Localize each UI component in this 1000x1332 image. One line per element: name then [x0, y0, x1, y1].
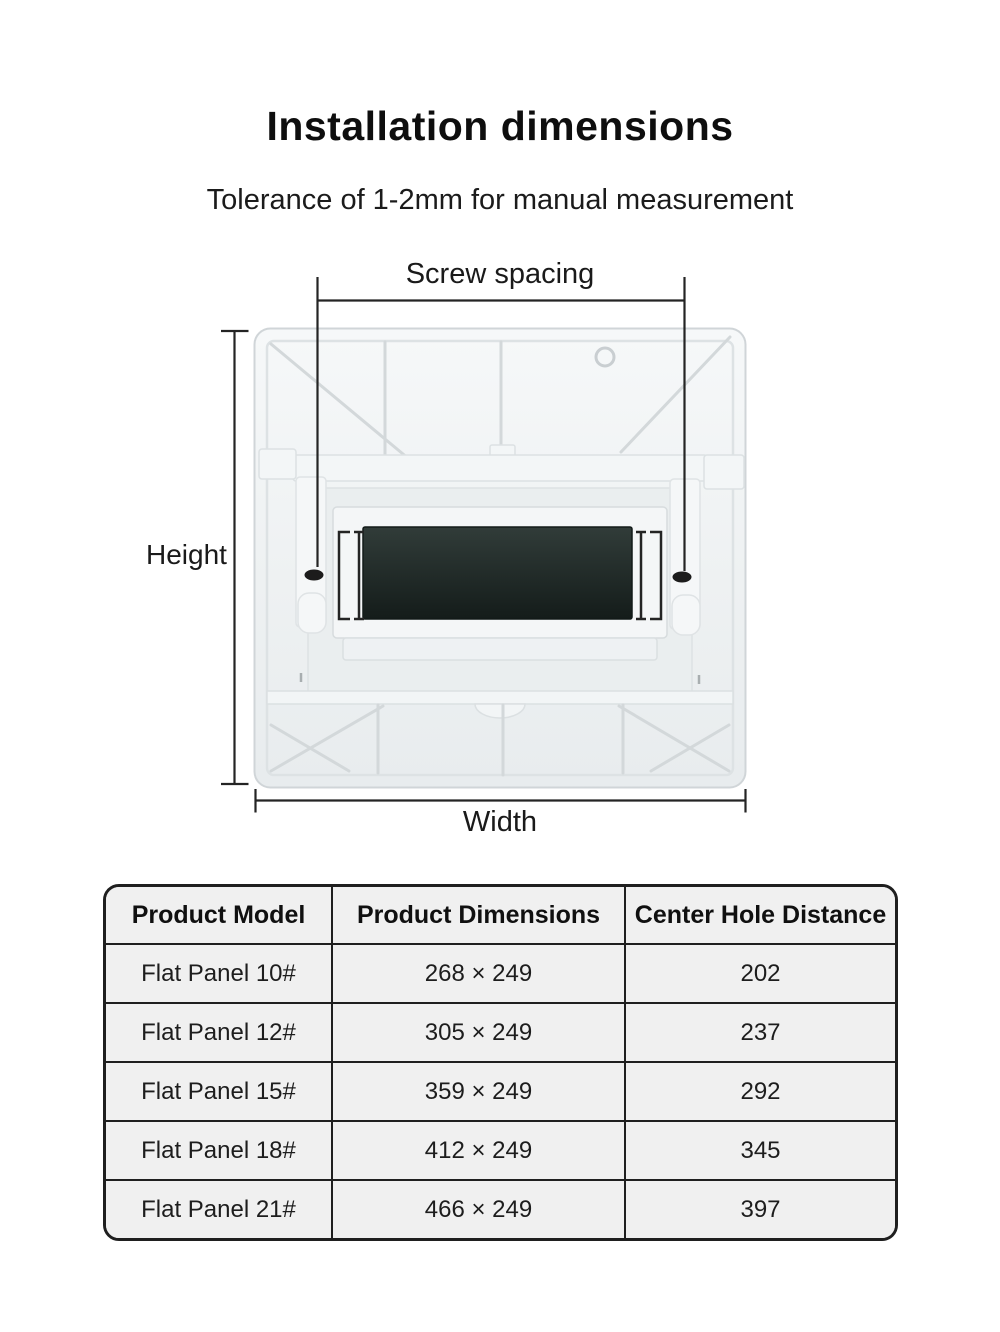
table-row	[106, 1002, 895, 1061]
spec-table-header-row	[106, 887, 895, 943]
col-header-center-hole-distance: Center Hole Distance	[624, 887, 895, 943]
product-back-panel-illustration	[253, 327, 747, 789]
mid-ledge	[293, 455, 707, 481]
screw-spacing-label: Screw spacing	[405, 258, 595, 290]
cell-center-hole: 397	[624, 1181, 895, 1238]
width-label: Width	[462, 806, 538, 838]
cell-center-hole: 345	[624, 1122, 895, 1179]
col-header-product-dimensions: Product Dimensions	[331, 887, 624, 943]
side-tab-left	[259, 449, 296, 479]
page-title: Installation dimensions	[266, 103, 734, 149]
cell-model: Flat Panel 15#	[106, 1063, 331, 1120]
table-row	[106, 943, 895, 1002]
bottom-band	[267, 691, 733, 704]
cell-model: Flat Panel 21#	[106, 1181, 331, 1238]
cell-dimensions: 412 × 249	[331, 1122, 624, 1179]
screw-hole-left-dot	[305, 570, 324, 581]
table-row	[106, 1120, 895, 1179]
cell-center-hole: 237	[624, 1004, 895, 1061]
cell-center-hole: 292	[624, 1063, 895, 1120]
table-row	[106, 1179, 895, 1238]
window-frame-lip	[343, 638, 657, 660]
spec-table	[103, 884, 898, 1241]
col-header-product-model: Product Model	[106, 887, 331, 943]
cell-model: Flat Panel 10#	[106, 945, 331, 1002]
side-tab-right	[704, 455, 744, 489]
screw-hole-right-dot	[673, 572, 692, 583]
breaker-window-opening	[363, 527, 632, 619]
cell-model: Flat Panel 18#	[106, 1122, 331, 1179]
table-row	[106, 1061, 895, 1120]
cell-dimensions: 305 × 249	[331, 1004, 624, 1061]
height-label: Height	[146, 539, 227, 570]
cell-dimensions: 359 × 249	[331, 1063, 624, 1120]
cell-model: Flat Panel 12#	[106, 1004, 331, 1061]
cell-dimensions: 268 × 249	[331, 945, 624, 1002]
cell-dimensions: 466 × 249	[331, 1181, 624, 1238]
cell-center-hole: 202	[624, 945, 895, 1002]
page-subtitle: Tolerance of 1-2mm for manual measurement	[206, 184, 794, 216]
